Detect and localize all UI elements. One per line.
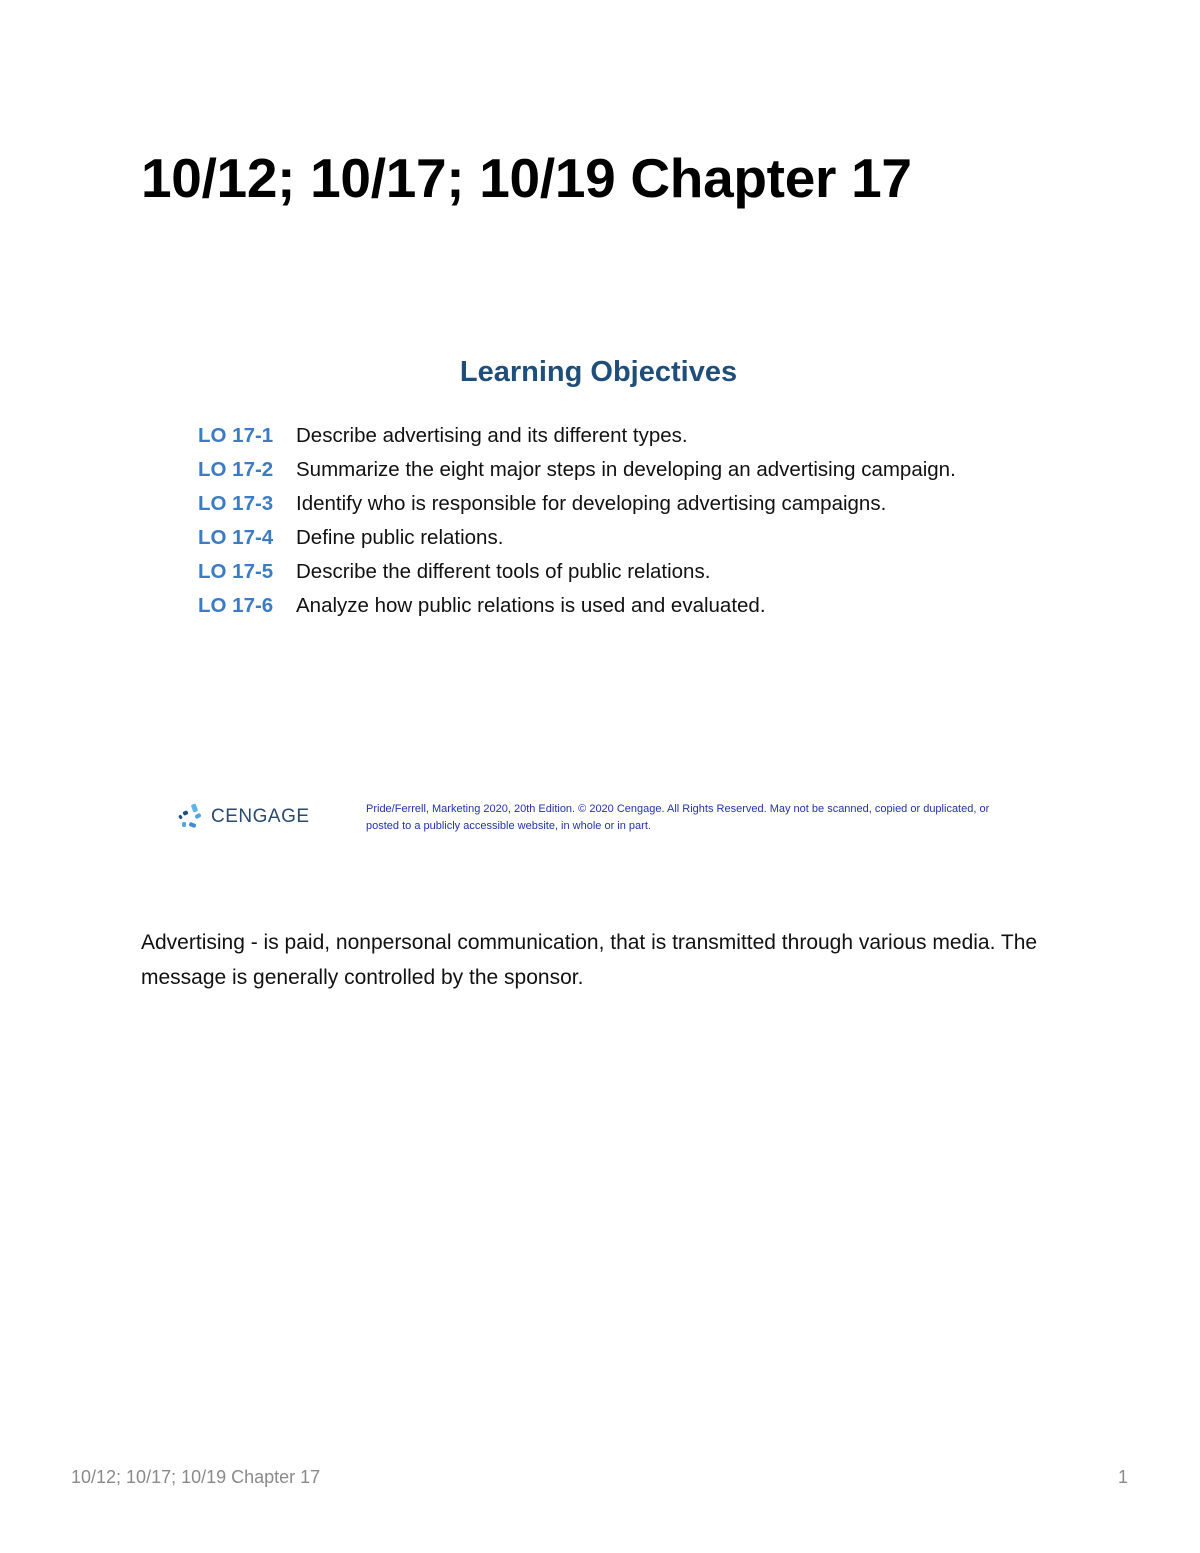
objective-code: LO 17-4 <box>198 526 274 549</box>
learning-objectives-slide <box>141 330 1059 860</box>
objective-item <box>198 525 956 550</box>
footer-document-title: 10/12; 10/17; 10/19 Chapter 17 <box>71 1467 321 1487</box>
slide-footer <box>141 800 1059 840</box>
page-title: 10/12; 10/17; 10/19 Chapter 17 <box>141 147 912 209</box>
objective-text: Describe the different tools of public relations. <box>296 560 711 583</box>
objective-text: Identify who is responsible for developing advertising campaigns. <box>296 492 887 515</box>
objective-item <box>198 593 956 618</box>
objectives-list <box>198 423 956 627</box>
objective-text: Summarize the eight major steps in developing an advertising campaign. <box>296 458 956 481</box>
copyright-notice: Pride/Ferrell, Marketing 2020, 20th Edition. © 2020 Cengage. All Rights Reserved. May not be scanned, copied or duplicated, or posted to a publicly accessible website, in whole or in part. <box>366 803 990 832</box>
advertising-definition: Advertising - is paid, nonpersonal communication, that is transmitted through various media. The message is generally controlled by the sponsor. <box>141 931 1038 989</box>
objective-text: Define public relations. <box>296 526 504 549</box>
objective-item <box>198 559 956 584</box>
cengage-logo-icon <box>175 802 205 832</box>
objective-text: Describe advertising and its different types. <box>296 424 688 447</box>
cengage-logo <box>175 802 310 832</box>
objective-code: LO 17-5 <box>198 560 274 583</box>
objective-text: Analyze how public relations is used and evaluated. <box>296 594 766 617</box>
objective-code: LO 17-1 <box>198 424 274 447</box>
cengage-logo-text: CENGAGE <box>211 806 310 827</box>
objective-code: LO 17-2 <box>198 458 274 481</box>
objective-item <box>198 423 956 448</box>
page-number: 1 <box>1117 1467 1128 1487</box>
objective-item <box>198 457 956 482</box>
objective-code: LO 17-3 <box>198 492 274 515</box>
slide-heading: Learning Objectives <box>459 356 738 388</box>
objective-item <box>198 491 956 516</box>
objective-code: LO 17-6 <box>198 594 274 617</box>
